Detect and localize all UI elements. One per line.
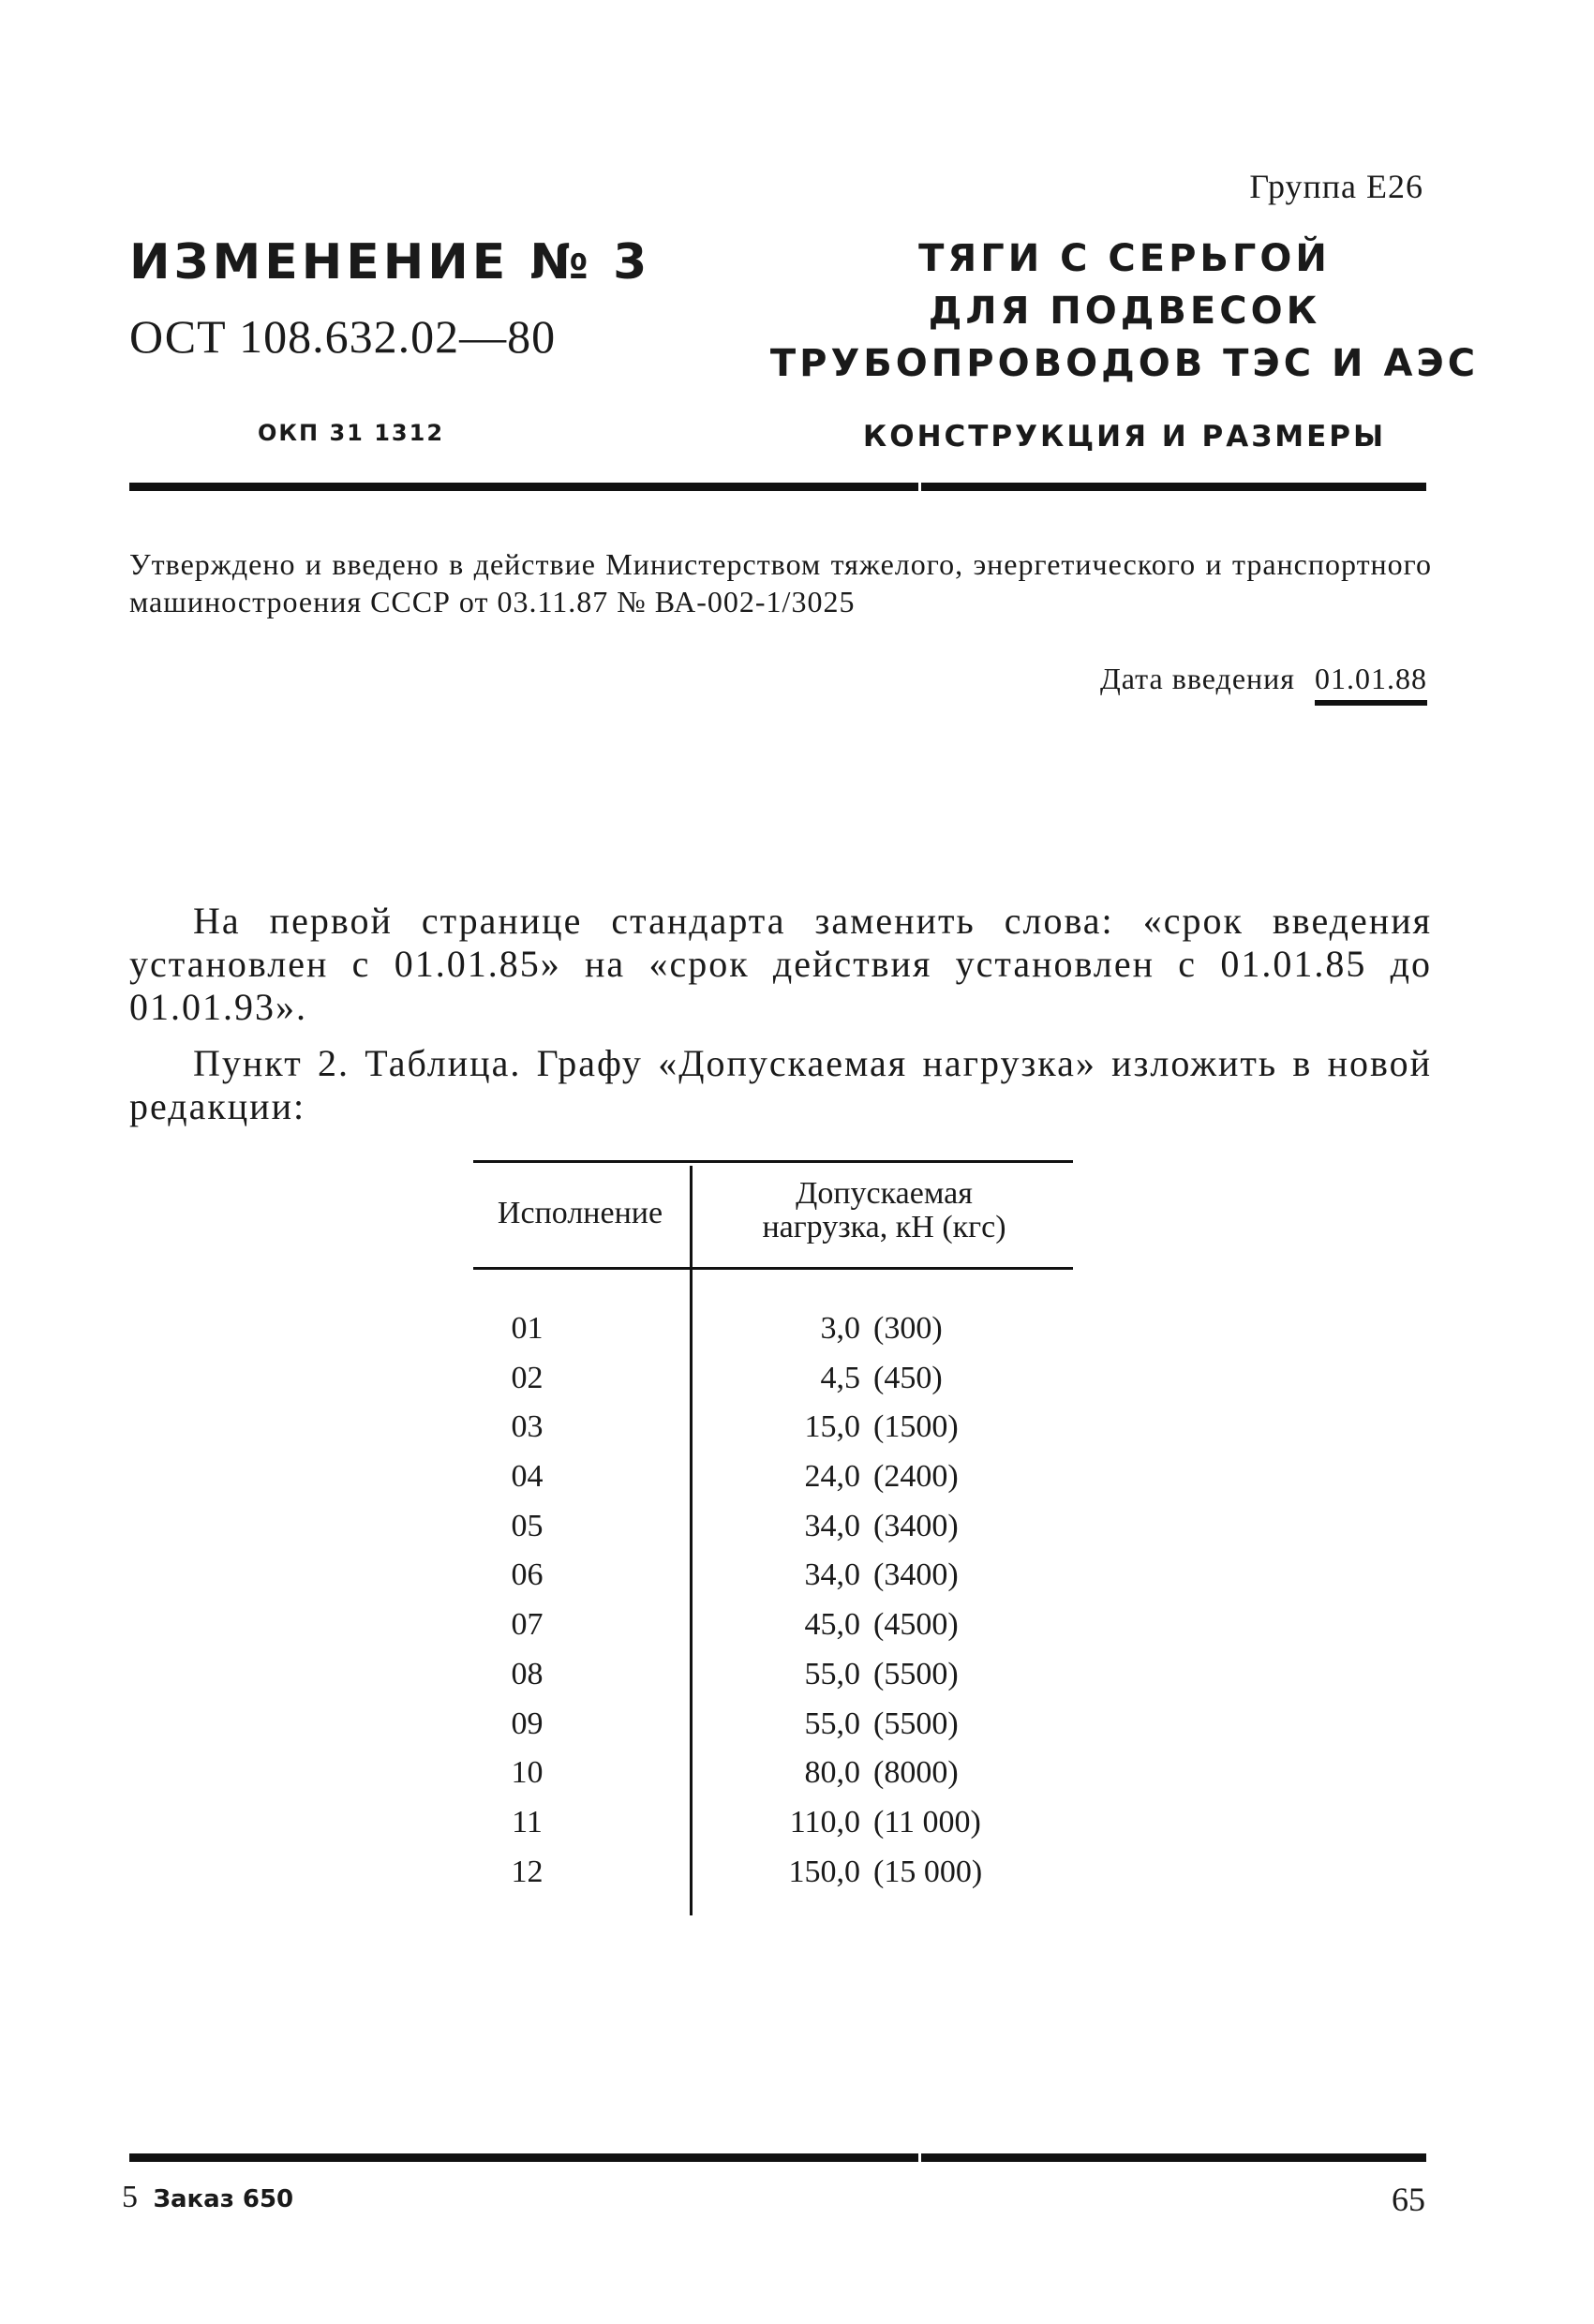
table-cell-load-kn: 80,0	[804, 1755, 860, 1791]
standard-title	[740, 232, 1509, 390]
effective-date-value: 01.01.88	[1315, 662, 1427, 706]
table-cell-execution: 11	[512, 1804, 543, 1840]
table-cell-load-kn: 24,0	[804, 1459, 860, 1495]
paragraph-table-change: Пункт 2. Таблица. Графу «Допускаемая нагрузка» изложить в новой редакции:	[129, 1042, 1432, 1127]
table-cell-load-kn: 15,0	[804, 1409, 860, 1445]
table-cell-execution: 01	[511, 1311, 544, 1346]
table-cell-execution: 09	[511, 1706, 544, 1741]
table-cell-load-kgf: (4500)	[873, 1607, 959, 1643]
ost-number: ОСТ 108.632.02—80	[129, 310, 557, 363]
table-cell-load-kgf: (8000)	[873, 1755, 959, 1791]
approval-text: Утверждено и введено в действие Министерством тяжелого, энергетического и транспортного машиностроения СССР от 03.11.87 № ВА-002-1/3025	[129, 547, 1432, 618]
table-cell-load-kgf: (5500)	[873, 1706, 959, 1741]
footer-divider	[129, 2153, 1426, 2162]
table-cell-load-kgf: (300)	[873, 1311, 943, 1346]
table-cell-load-kn: 3,0	[820, 1311, 860, 1346]
table-row	[695, 1502, 1073, 1552]
footer-order-info	[122, 2180, 293, 2215]
column-header-load	[695, 1177, 1073, 1244]
effective-date	[1100, 662, 1427, 706]
table-cell-execution: 04	[511, 1459, 544, 1495]
table-cell-load-kn: 55,0	[804, 1656, 860, 1691]
standard-title-line-1: ТЯГИ С СЕРЬГОЙ	[918, 237, 1331, 280]
table-row	[695, 1650, 1073, 1700]
table-row	[695, 1354, 1073, 1404]
table-top-rule	[473, 1160, 1073, 1163]
table-cell-execution: 02	[511, 1360, 544, 1395]
table-row	[695, 1452, 1073, 1502]
effective-date-label: Дата введения	[1099, 662, 1295, 695]
table-cell-load-kn: 4,5	[820, 1360, 860, 1395]
paragraph-replace-words: На первой странице стандарта заменить слова: «срок введения установлен с 01.01.85» на «срок действия установлен с 01.01.85 до 01.01.93».	[129, 900, 1432, 1028]
column-header-load-line-2: нагрузка, кН (кгс)	[762, 1210, 1006, 1244]
page-number: 65	[1392, 2181, 1425, 2218]
table-cell-load-kgf: (3400)	[873, 1557, 959, 1593]
group-label: Группа Е26	[1249, 168, 1423, 205]
standard-title-line-3: ТРУБОПРОВОДОВ ТЭС И АЭС	[769, 342, 1480, 385]
table-row	[695, 1403, 1073, 1452]
column-header-load-line-1: Допускаемая	[796, 1176, 973, 1211]
load-column	[695, 1304, 1073, 1897]
table-header-rule	[473, 1267, 1073, 1270]
table-cell-load-kn: 34,0	[804, 1557, 860, 1593]
table-cell-load-kn: 110,0	[789, 1804, 860, 1840]
standard-title-line-2: ДЛЯ ПОДВЕСОК	[928, 290, 1321, 333]
table-cell-load-kgf: (450)	[873, 1360, 943, 1395]
table-cell-execution: 05	[511, 1508, 544, 1543]
table-cell-load-kn: 150,0	[788, 1854, 860, 1889]
okp-code: ОКП 31 1312	[258, 420, 445, 446]
table-cell-load-kn: 34,0	[804, 1508, 860, 1543]
table-row	[695, 1798, 1073, 1848]
table-row	[695, 1601, 1073, 1650]
table-cell-execution: 03	[511, 1409, 544, 1445]
table-cell-load-kn: 55,0	[804, 1706, 860, 1741]
table-cell-load-kgf: (2400)	[873, 1459, 959, 1495]
table-row	[695, 1551, 1073, 1601]
order-number: Заказ 650	[153, 2185, 294, 2213]
table-cell-execution: 10	[511, 1755, 544, 1791]
header-divider-gap	[918, 483, 921, 491]
table-column-divider	[690, 1166, 693, 1915]
table-row	[695, 1304, 1073, 1354]
table-cell-load-kgf: (5500)	[873, 1656, 959, 1691]
change-title: ИЗМЕНЕНИЕ № 3	[129, 234, 651, 290]
table-cell-execution: 08	[511, 1656, 544, 1691]
table-cell-load-kn: 45,0	[804, 1607, 860, 1643]
table-cell-load-kgf: (15 000)	[873, 1854, 983, 1889]
table-row	[695, 1700, 1073, 1750]
table-row	[695, 1848, 1073, 1898]
footer-divider-gap	[918, 2153, 921, 2162]
sheet-number: 5	[122, 2180, 138, 2214]
column-header-execution: Исполнение	[497, 1196, 663, 1230]
table-cell-load-kgf: (1500)	[873, 1409, 959, 1445]
table-cell-load-kgf: (3400)	[873, 1508, 959, 1543]
execution-column	[473, 1304, 647, 1897]
table-cell-execution: 06	[511, 1557, 544, 1593]
table-cell-execution: 12	[511, 1854, 544, 1889]
header-divider	[129, 483, 1426, 491]
table-cell-execution: 07	[511, 1607, 544, 1643]
table-row	[695, 1749, 1073, 1798]
table-cell-load-kgf: (11 000)	[873, 1804, 981, 1840]
standard-subtitle: КОНСТРУКЦИЯ И РАЗМЕРЫ	[862, 420, 1387, 454]
